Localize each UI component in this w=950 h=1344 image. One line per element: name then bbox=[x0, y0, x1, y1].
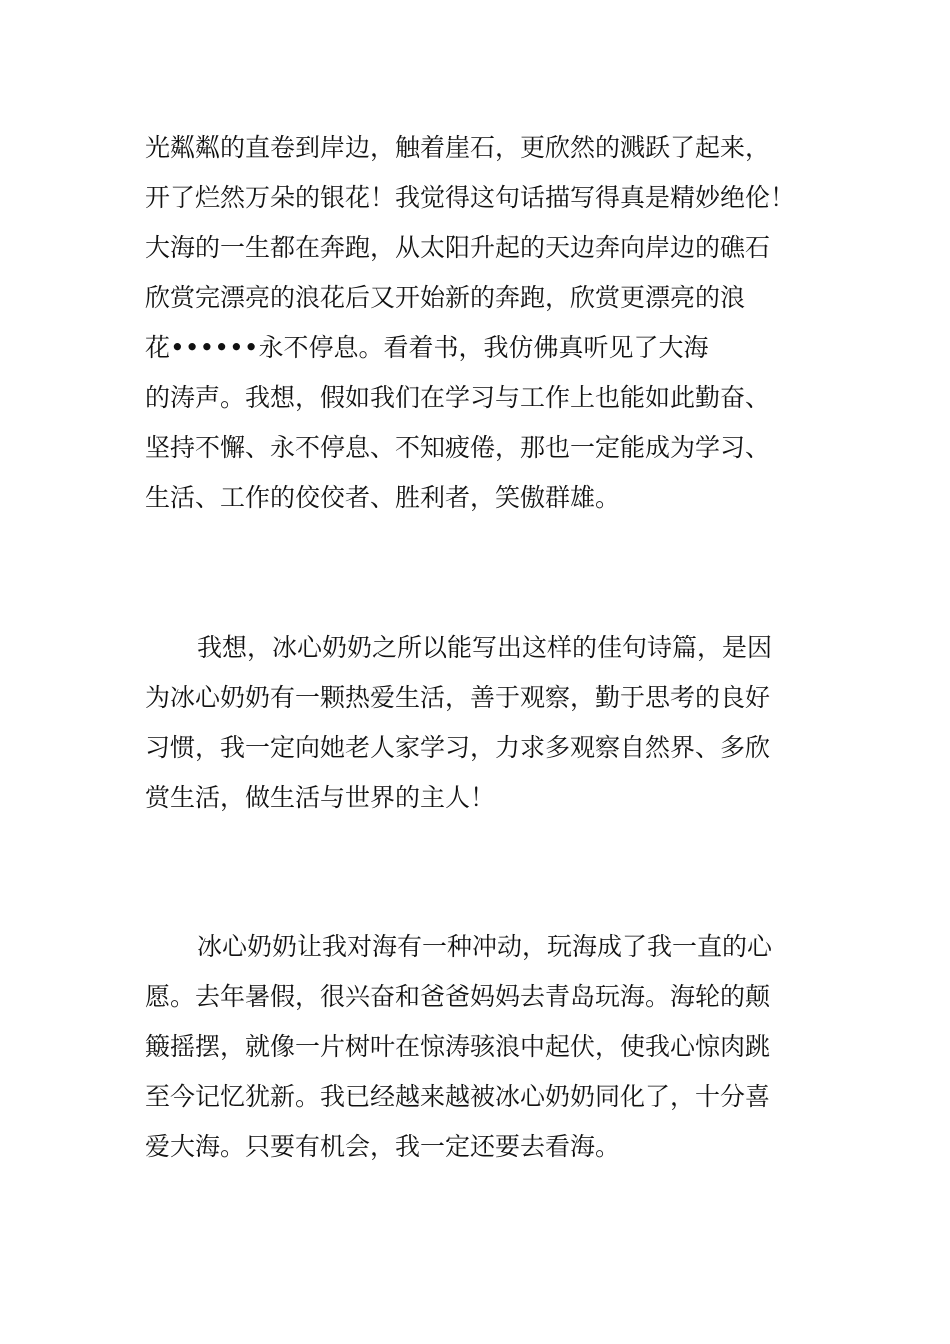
paragraph-line: 愿。去年暑假，很兴奋和爸爸妈妈去青岛玩海。海轮的颠 bbox=[145, 982, 771, 1011]
paragraph-line: 开了烂然万朵的银花！我觉得这句话描写得真是精妙绝伦！ bbox=[145, 183, 796, 212]
paragraph-line: 生活、工作的佼佼者、胜利者，笑傲群雄。 bbox=[145, 483, 621, 512]
paragraph-line: 习惯，我一定向她老人家学习，力求多观察自然界、多欣 bbox=[145, 733, 771, 762]
paragraph-line: 为冰心奶奶有一颗热爱生活，善于观察，勤于思考的良好 bbox=[145, 683, 771, 712]
paragraph-line: 的涛声。我想，假如我们在学习与工作上也能如此勤奋、 bbox=[145, 383, 771, 412]
paragraph-line: 大海的一生都在奔跑，从太阳升起的天边奔向岸边的礁石 bbox=[145, 233, 771, 262]
paragraph-line: 欣赏完漂亮的浪花后又开始新的奔跑，欣赏更漂亮的浪 bbox=[145, 283, 746, 312]
paragraph-line: 簸摇摆，就像一片树叶在惊涛骇浪中起伏，使我心惊肉跳 bbox=[145, 1032, 771, 1061]
paragraph-line: 爱大海。只要有机会，我一定还要去看海。 bbox=[145, 1132, 621, 1161]
paragraph-line: 赏生活，做生活与世界的主人！ bbox=[145, 783, 496, 812]
paragraph-line: 坚持不懈、永不停息、不知疲倦，那也一定能成为学习、 bbox=[145, 433, 771, 462]
paragraph-line: 我想，冰心奶奶之所以能写出这样的佳句诗篇，是因 bbox=[197, 633, 773, 662]
paragraph-line: 光粼粼的直卷到岸边，触着崖石，更欣然的溅跃了起来， bbox=[145, 133, 771, 162]
paragraph-line: 至今记忆犹新。我已经越来越被冰心奶奶同化了，十分喜 bbox=[145, 1082, 771, 1111]
paragraph-line: 冰心奶奶让我对海有一种冲动，玩海成了我一直的心 bbox=[197, 932, 773, 961]
paragraph-line: 花••••••永不停息。看着书，我仿佛真听见了大海 bbox=[145, 333, 709, 362]
